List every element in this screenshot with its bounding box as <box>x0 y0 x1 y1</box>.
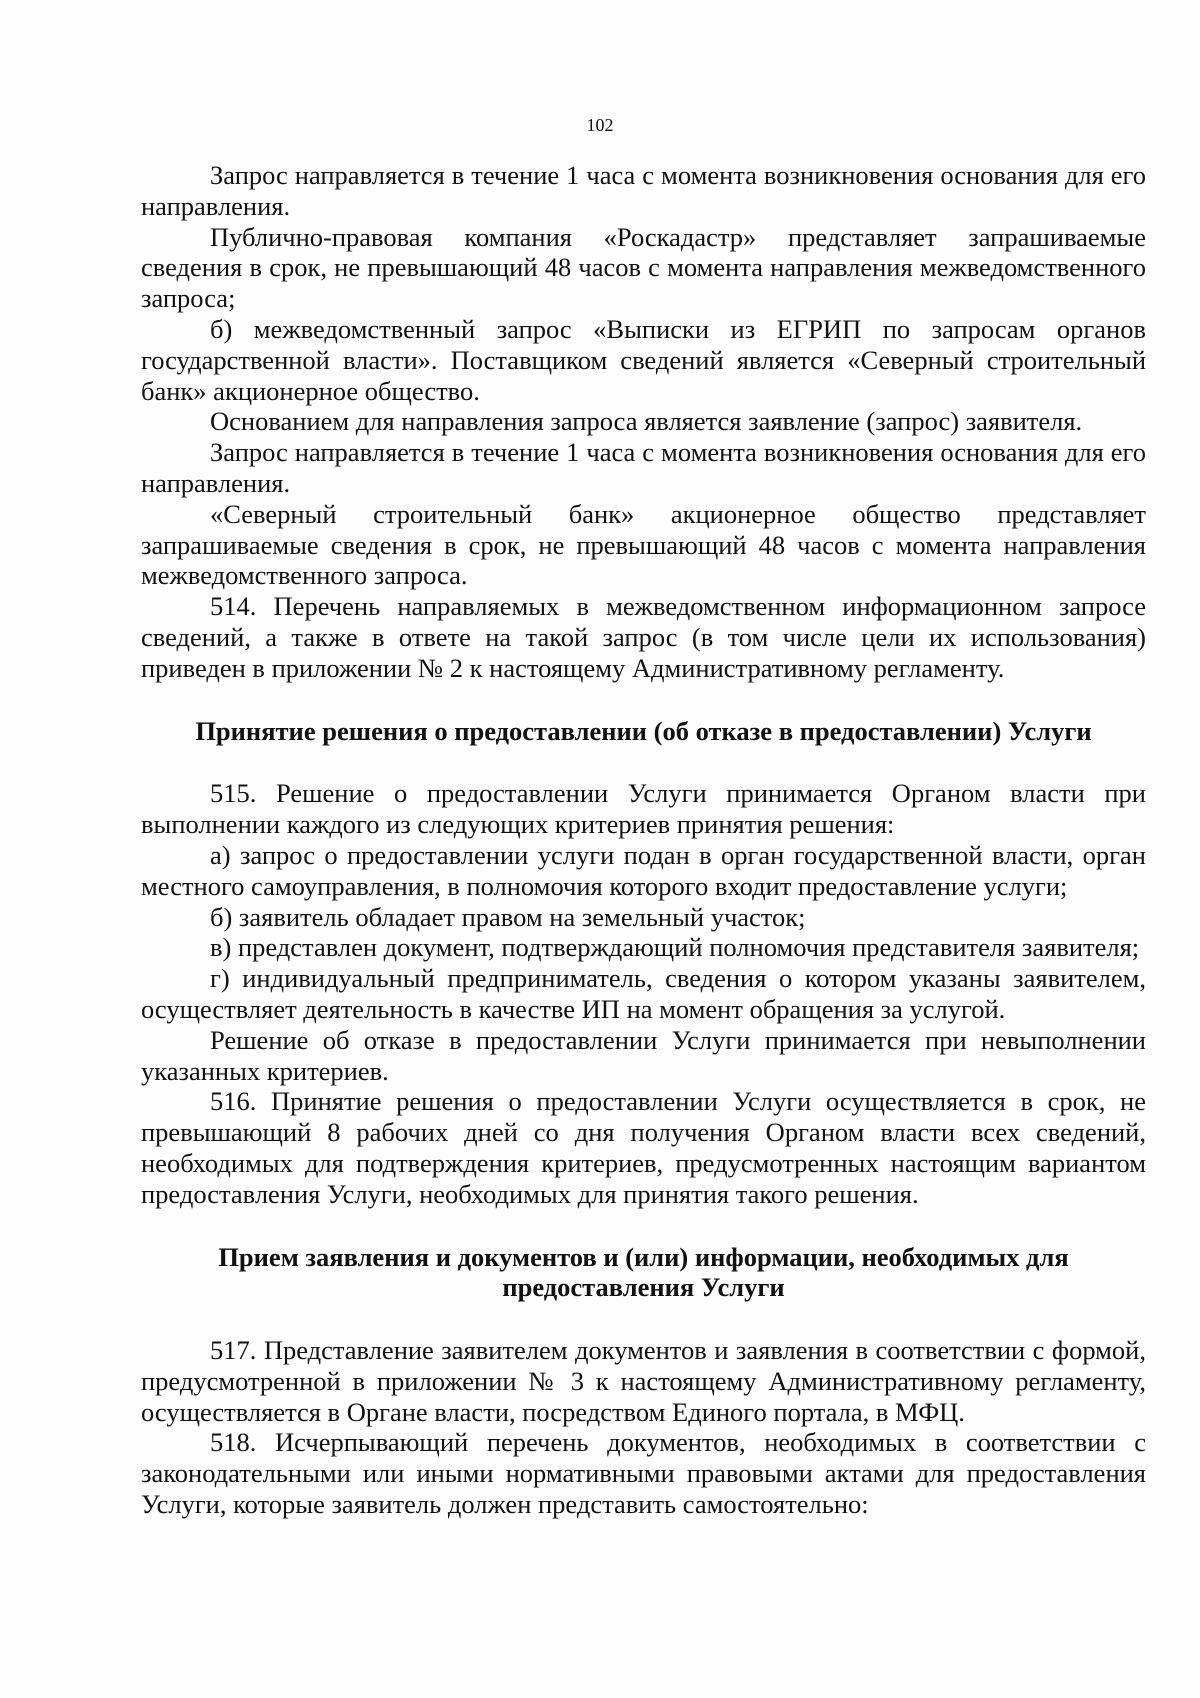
section-spacer <box>141 1303 1146 1335</box>
section-heading-line-1: Прием заявления и документов и (или) информации, необходимых для <box>218 1241 1069 1272</box>
section-spacer <box>141 1210 1146 1242</box>
paragraph: б) заявитель обладает правом на земельный участок; <box>210 901 806 932</box>
paragraph: г) индивидуальный предприниматель, сведения о котором указаны заявителем, осуществляет деятельность в качестве ИП на момент обращения за услугой. <box>141 963 1146 1024</box>
section-spacer <box>141 684 1146 716</box>
section-heading-line-2: предоставления Услуги <box>502 1272 785 1303</box>
paragraph: 518. Исчерпывающий перечень документов, необходимых в соответствии с законодательными или иными нормативными правовыми актами для предоставления Услуги, которые заявитель должен представить самостоятельно: <box>141 1427 1146 1520</box>
section-heading: Принятие решения о предоставлении (об отказе в предоставлении) Услуги <box>195 715 1092 746</box>
paragraph: 514. Перечень направляемых в межведомственном информационном запросе сведений, а также в ответе на такой запрос (в том числе цели их использования) приведен в приложении № 2 к настоящему Административному регламенту. <box>141 591 1146 683</box>
paragraph: а) запрос о предоставлении услуги подан в орган государственной власти, орган местного самоуправления, в полномочия которого входит предоставление услуги; <box>141 839 1146 901</box>
paragraph: 517. Представление заявителем документов и заявления в соответствии с формой, предусмотренной в приложении № 3 к настоящему Административному регламенту, осуществляется в Органе власти, посредством Единого портала, в МФЦ. <box>141 1335 1146 1427</box>
paragraph: 516. Принятие решения о предоставлении Услуги осуществляется в срок, не превышающий 8 рабочих дней со дня получения Органом власти всех сведений, необходимых для подтверждения критериев, предусмотренных настоящим вариантом предоставления Услуги, необходимых для принятия такого решения. <box>141 1086 1146 1209</box>
page-number: 102 <box>586 115 614 135</box>
paragraph: 515. Решение о предоставлении Услуги принимается Органом власти при выполнении каждого из следующих критериев принятия решения: <box>141 778 1146 840</box>
paragraph: Запрос направляется в течение 1 часа с момента возникновения основания для его направления. <box>141 437 1146 498</box>
paragraph: «Северный строительный банк» акционерное общество представляет запрашиваемые сведения в срок, не превышающий 48 часов с момента направления межведомственного запроса. <box>141 498 1146 591</box>
paragraph: Основанием для направления запроса является заявление (запрос) заявителя. <box>210 406 1083 437</box>
section-spacer <box>141 746 1146 778</box>
paragraph: Решение об отказе в предоставлении Услуги принимается при невыполнении указанных критериев. <box>141 1024 1146 1086</box>
document-body <box>141 160 1146 1520</box>
paragraph: Запрос направляется в течение 1 часа с момента возникновения основания для его направления. <box>141 160 1146 221</box>
paragraph: б) межведомственный запрос «Выписки из ЕГРИП по запросам органов государственной власти». Поставщиком сведений является «Северный строительный банк» акционерное общество. <box>141 313 1146 406</box>
paragraph: в) представлен документ, подтверждающий полномочия представителя заявителя; <box>210 932 1140 963</box>
paragraph: Публично-правовая компания «Роскадастр» представляет запрашиваемые сведения в срок, не превышающий 48 часов с момента направления межведомственного запроса; <box>141 221 1146 314</box>
